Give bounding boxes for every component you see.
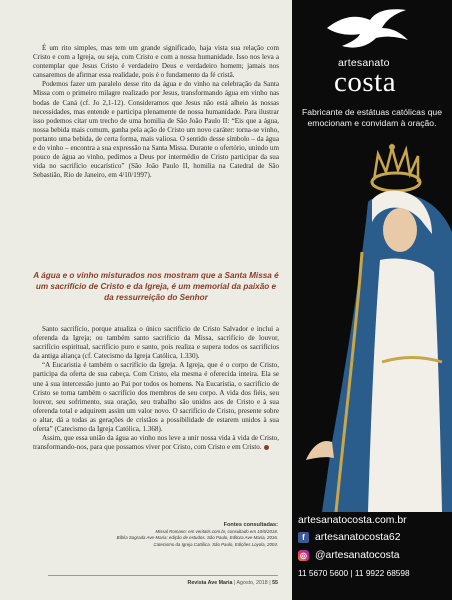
paragraph: “A Eucaristia é também o sacrifício da Igreja. A Igreja, que é o corpo de Cristo, participa da oferta de sua cabeça. Com Cristo, ela mesma é oferecida inteira. Ela se une à sua intercessão junto ao Pai por todos os homens. Na Eucaristia, o sacrifício de Cristo se torna também o sacrifício dos membros de seu corpo. A vida dos fiéis, seu louvor, seu sofrimento, sua oração, seu trabalho são unidos aos de Cristo e à sua oferenda total e adquirem assim um valor novo. O sacrifício de Cristo, presente sobre o altar, dá a todas as gerações de cristãos a possibilidade de estarem unidos à sua oferta” (Catecismo da Igreja Católica, 1.368).: [33, 361, 279, 434]
ad-contacts: [298, 515, 448, 578]
paragraph: Santo sacrifício, porque atualiza o único sacrifício de Cristo Salvador e inclui a oferenda da Igreja; ou também santo sacrifício da Missa, sacrifício de louvor, sacrifício espiritual, sacrifício puro e santo, pois realiza e supera todos os sacrifícios da antiga aliança (cf. Catecismo da Igreja Católica, 1.330).: [33, 325, 279, 361]
footer-separator: |: [269, 580, 271, 586]
page-number: 55: [272, 580, 278, 586]
issue-date: Agosto, 2018: [236, 580, 268, 586]
facebook-link[interactable]: [298, 532, 448, 543]
closing-sentence: Assim, que essa união da água ao vinho nos leve a unir nossa vida à vida de Cristo, transformando-nos, para que possamos viver por Cristo, com Cristo e em Cristo.: [33, 434, 279, 452]
source-item: Catecismo da Igreja Católica. São Paulo, Edições Loyola, 2004.: [153, 541, 278, 547]
paragraph: Podemos fazer um paralelo desse rito da água e do vinho na celebração da Santa Missa com o primeiro milagre realizado por Jesus, transformando água em vinho nas bodas de Caná (cf. Jo 2,1-12). Consideramos que Jesus não está alheio às nossas necessidades, mas entende e participa plenamente de nossa humanidade. Para ilustrar isso podemos citar um trecho de uma homilia de São João Paulo II: “Eis que a água, nossa bebida mais comum, ganha pela ação de Cristo um novo caráter: torna-se vinho, portanto uma bebida, de certa forma, mais valiosa. O sentido desse símbolo – da água e do vinho – encontra a sua expressão na Santa Missa. Durante o ofertório, unindo um pouco de água ao vinho, pedimos a Deus por intermédio de Cristo participar da sua vida no sacrifício eucarístico” (São João Paulo II, homilia na Catedral de São Sebastião, Rio de Janeiro, em 4/10/1997).: [33, 80, 279, 180]
paragraph: É um rito simples, mas tem um grande significado, haja vista sua relação com Cristo e com a Igreja, ou seja, com Cristo e com a nossa humanidade. Isso nos leva a contemplar que Jesus Cristo é verdadeiro Deus e verdadeiro homem; jamais nos cansaremos de afirmar essa realidade, pois é o fundamento da fé cristã.: [33, 44, 279, 80]
pull-quote: A água e o vinho misturados nos mostram que a Santa Missa é um sacrifício de Cristo e da Igreja, é um memorial da paixão e da ressurreição do Senhor: [33, 271, 279, 302]
website-link[interactable]: artesanatocosta.com.br: [298, 515, 407, 526]
page-footer: [48, 575, 278, 586]
magazine-name: Revista Ave Maria: [187, 580, 233, 586]
instagram-link[interactable]: [298, 550, 448, 561]
sources: [28, 522, 278, 548]
instagram-icon: ◎: [298, 550, 309, 561]
instagram-handle: @artesanatocosta: [315, 550, 400, 561]
facebook-icon: f: [298, 532, 309, 543]
advertisement: [292, 0, 452, 600]
phone-numbers: 11 5670 5600 | 11 9922 68598: [298, 568, 410, 578]
article-body-bottom: [33, 325, 279, 452]
end-mark-icon: [264, 445, 269, 450]
footer-separator: |: [233, 580, 236, 586]
paragraph: [33, 434, 279, 452]
virgin-mary-statue: [292, 142, 452, 512]
sources-heading: Fontes consultadas:: [223, 522, 278, 528]
source-item: Missal Romano: em veritatis.com.br, consultado em 10/6/2018.: [155, 529, 278, 534]
ad-tagline: Fabricante de estátuas católicas que emocionam e convidam à oração.: [302, 107, 442, 128]
logo-brand: costa: [334, 66, 397, 98]
article-body-top: [33, 44, 279, 180]
logo-text-small: artesanato: [338, 57, 390, 69]
facebook-handle: artesanatocosta62: [315, 532, 401, 543]
dove-icon: [322, 6, 412, 56]
source-item: Bíblia Sagrada Ave-Maria: edição de estudos. São Paulo, Editora Ave-Maria, 2016.: [116, 535, 278, 541]
